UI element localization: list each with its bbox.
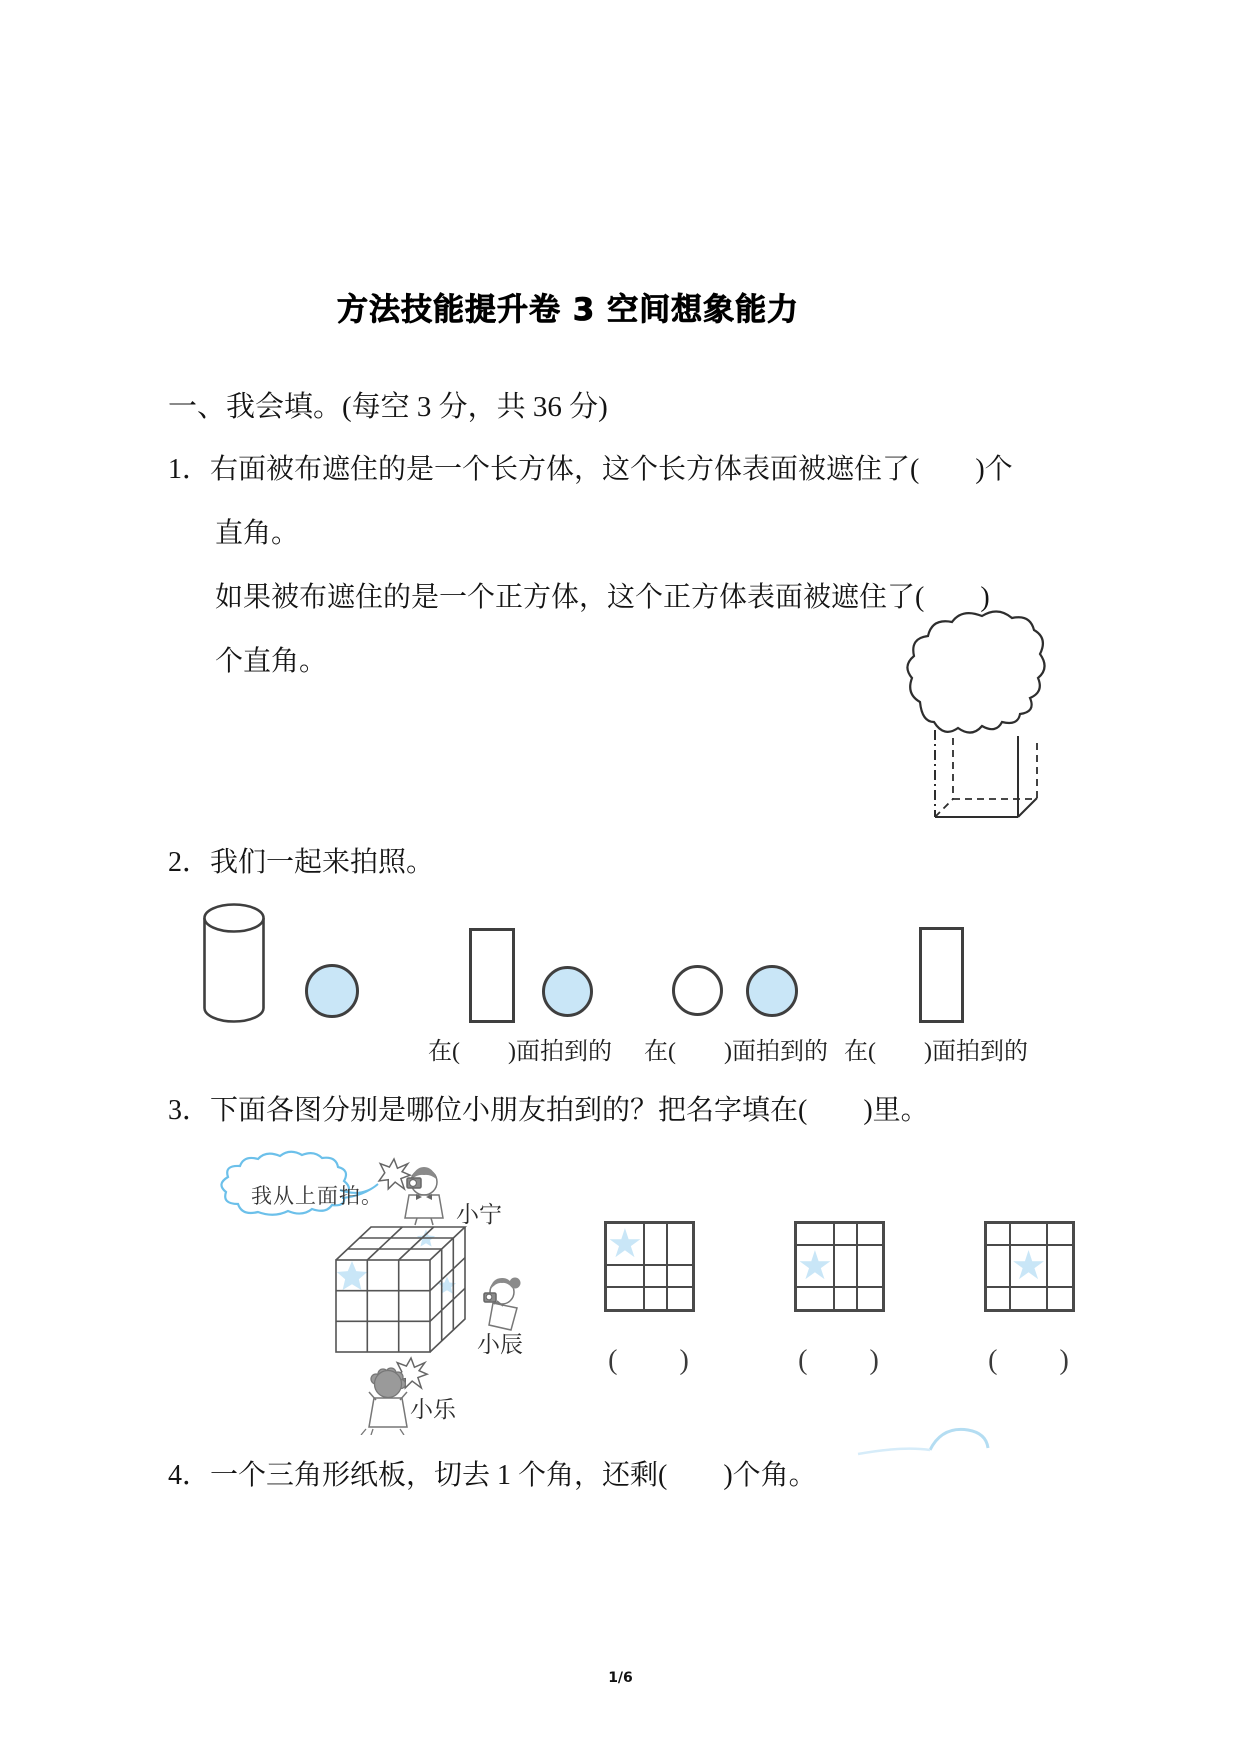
kid-name-bottom: 小乐 [410, 1397, 456, 1422]
watermark-swoosh [852, 1408, 992, 1463]
cloth-shape [907, 611, 1044, 732]
grid-cell [645, 1288, 669, 1310]
photo-rect-2 [919, 927, 964, 1023]
grid-cell [858, 1288, 882, 1310]
cylinder-figure [202, 903, 266, 1025]
grid-cell [797, 1246, 835, 1288]
covered-box-figure [900, 610, 1050, 835]
question-4-label: 4．一个三角形纸板，切去 1 个角，还剩( )个角。 [168, 1460, 817, 1491]
question-3-label: 3．下面各图分别是哪位小朋友拍到的？把名字填在( )里。 [168, 1095, 929, 1126]
grid-cell [607, 1224, 645, 1266]
kid-right-figure [484, 1278, 521, 1331]
grid-cell [858, 1224, 882, 1246]
photo-caption-2: 在( )面拍到的 [644, 1039, 828, 1065]
flash-burst-icon [379, 1159, 410, 1189]
cube-figure [336, 1227, 465, 1352]
photo-grid-3 [984, 1221, 1075, 1312]
kid-name-top: 小宁 [456, 1202, 502, 1227]
grid-cell [835, 1246, 859, 1288]
grid-cell [668, 1224, 692, 1266]
section-1-heading: 一、我会填。(每空 3 分，共 36 分) [168, 391, 608, 423]
page-number: 1/6 [608, 1670, 633, 1686]
question-1-line-3: 如果被布遮住的是一个正方体，这个正方体表面被遮住了( ) [215, 582, 990, 613]
ball-figure [305, 964, 359, 1018]
grid-cell [1011, 1288, 1049, 1310]
grid-cell [1048, 1288, 1072, 1310]
grid-cell [1011, 1246, 1049, 1288]
box-shape [935, 730, 1037, 817]
question-1-line-2: 直角。 [215, 518, 300, 549]
grid-cell [645, 1224, 669, 1266]
photo-circle-outline [672, 965, 723, 1016]
grid-cell [858, 1246, 882, 1288]
grid-cell [607, 1288, 645, 1310]
question-2-label: 2．我们一起来拍照。 [168, 847, 435, 878]
question-1-line-1: 1．右面被布遮住的是一个长方体，这个长方体表面被遮住了( )个 [168, 454, 1013, 485]
grid-cell [645, 1266, 669, 1288]
photo-ball-1 [542, 966, 593, 1017]
photo-ball-2 [746, 965, 798, 1017]
photo-grid-2 [794, 1221, 885, 1312]
grid-cell [1048, 1224, 1072, 1246]
photo-caption-1: 在( )面拍到的 [428, 1039, 612, 1065]
grid-cell [607, 1266, 645, 1288]
answer-blank-2: ( ) [798, 1345, 881, 1376]
grid-cell [668, 1266, 692, 1288]
grid-cell [835, 1224, 859, 1246]
photo-grid-1 [604, 1221, 695, 1312]
answer-blank-3: ( ) [988, 1345, 1071, 1376]
grid-cell [668, 1288, 692, 1310]
grid-cell [987, 1288, 1011, 1310]
grid-cell [1048, 1246, 1072, 1288]
question-1-line-4: 个直角。 [215, 646, 328, 677]
grid-cell [987, 1224, 1011, 1246]
answer-blank-1: ( ) [608, 1345, 691, 1376]
grid-cell [797, 1288, 835, 1310]
kid-bottom-figure [361, 1368, 407, 1435]
photo-caption-3: 在( )面拍到的 [844, 1039, 1028, 1065]
grid-cell [987, 1246, 1011, 1288]
photo-rect-1 [469, 928, 515, 1023]
speech-bubble-text: 我从上面拍。 [251, 1184, 383, 1208]
kid-name-right: 小辰 [477, 1332, 523, 1357]
page-title: 方法技能提升卷 3 空间想象能力 [337, 292, 800, 328]
grid-cell [835, 1288, 859, 1310]
